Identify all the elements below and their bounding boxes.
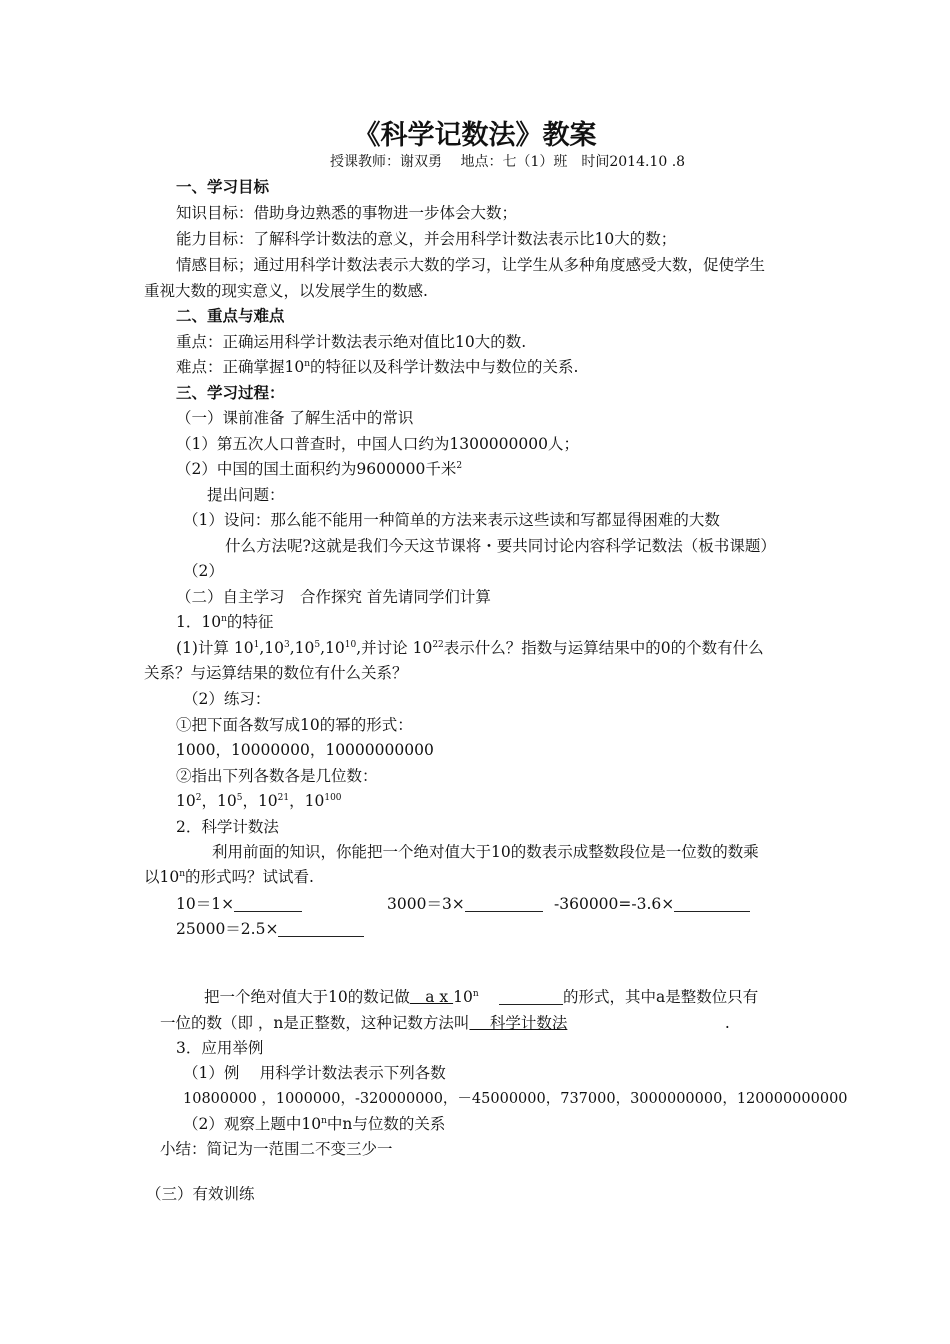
goal-ability: 能力目标：了解科学计数法的意义，并会用科学计数法表示比10大的数； bbox=[176, 230, 677, 248]
practice-heading: （2）练习： bbox=[183, 690, 271, 708]
question-one-cont: 什么方法呢?这就是我们今天这节课将・要共同讨论内容科学记数法（板书课题） bbox=[225, 537, 776, 555]
practice-two: ②指出下列各数各是几位数： bbox=[176, 767, 378, 785]
practice-one: ①把下面各数写成10的幂的形式： bbox=[176, 716, 413, 734]
difficult-point: 难点：正确掌握10$^n$的特征以及科学计数法中与数位的关系. bbox=[176, 358, 579, 376]
section-sci-notation: 2．科学计数法 bbox=[176, 818, 279, 836]
lesson-meta: 授课教师：谢双勇 地点：七（1）班 时间2014.10 .8 bbox=[330, 154, 686, 170]
question-two: （2） bbox=[183, 562, 224, 580]
calc-question-cont: 关系？与运算结果的数位有什么关系？ bbox=[144, 664, 408, 682]
section-power-of-ten: 1．10$^n$的特征 bbox=[176, 613, 274, 631]
practice-one-numbers: 1000，10000000，10000000000 bbox=[176, 741, 434, 759]
sci-notation-term: 科学计数法 bbox=[469, 1014, 568, 1032]
part-one-heading: （一）课前准备 了解生活中的常识 bbox=[176, 409, 414, 427]
use-knowledge-line2: 以10$^n$的形式吗？试试看. bbox=[144, 868, 314, 886]
document-title: 《科学记数法》教案 bbox=[353, 120, 597, 151]
part-three-heading: （三）有效训练 bbox=[146, 1185, 255, 1203]
exercise-2: 3000＝3× bbox=[387, 894, 543, 914]
answer-blank[interactable] bbox=[674, 894, 750, 912]
definition-line1: 把一个绝对值大于10的数记做 a x 10$^n$ 的形式，其中a是整数位只有 bbox=[204, 988, 759, 1006]
heading-learning-goals: 一、学习目标 bbox=[176, 177, 270, 196]
example-numbers: 10800000 ，1000000，-320000000，－45000000，737000，3000000000，120000000000 bbox=[183, 1091, 848, 1107]
ask-question-label: 提出问题： bbox=[207, 486, 285, 504]
definition-line2: 一位的数（即 ，n是正整数，这种记数方法叫 科学计数法 . bbox=[160, 1014, 730, 1032]
heading-process: 三、学习过程： bbox=[176, 383, 285, 402]
goal-emotion-line1: 情感目标；通过用科学计数法表示大数的学习，让学生从多种角度感受大数，促使学生 bbox=[176, 256, 766, 274]
observe-question: （2）观察上题中10$^n$中n与位数的关系 bbox=[183, 1115, 446, 1133]
heading-key-points: 二、重点与难点 bbox=[176, 306, 285, 325]
exercise-4: 25000＝2.5× bbox=[176, 919, 364, 939]
practice-two-numbers: $10^2$，$10^5$，$10^{21}$，$10^{100}$ bbox=[176, 792, 342, 810]
answer-blank[interactable] bbox=[278, 919, 364, 937]
part-two-heading: （二）自主学习 合作探究 首先请同学们计算 bbox=[176, 588, 491, 606]
goal-knowledge: 知识目标：借助身边熟悉的事物进一步体会大数； bbox=[176, 204, 518, 222]
exercise-1: 10＝1× bbox=[176, 894, 302, 914]
use-knowledge-line1: 利用前面的知识，你能把一个绝对值大于10的数表示成整数段位是一位数的数乘 bbox=[212, 843, 759, 861]
example-heading: （1）例 用科学计数法表示下列各数 bbox=[183, 1064, 446, 1082]
fact-population: （1）第五次人口普查时，中国人口约为1300000000人； bbox=[176, 435, 579, 453]
calc-question: (1)计算 $10^1,10^3,10^5,10^{10}$,并讨论 $10^{22}$表示什么？指数与运算结果中的0的个数有什么 bbox=[176, 639, 764, 657]
goal-emotion-line2: 重视大数的现实意义，以发展学生的数感. bbox=[144, 282, 428, 300]
fact-area: （2）中国的国土面积约为9600000千米$^2$ bbox=[176, 460, 463, 478]
question-one: （1）设问：那么能不能用一种简单的方法来表示这些读和写都显得困难的大数 bbox=[183, 511, 720, 529]
section-applications: 3．应用举例 bbox=[176, 1039, 264, 1057]
answer-blank[interactable] bbox=[499, 987, 563, 1005]
answer-blank[interactable] bbox=[234, 894, 302, 912]
key-point: 重点：正确运用科学计数法表示绝对值比10大的数. bbox=[176, 333, 527, 351]
answer-blank[interactable] bbox=[465, 894, 543, 912]
summary: 小结：简记为一范围二不变三少一 bbox=[160, 1140, 393, 1158]
exercise-3: -360000=-3.6× bbox=[554, 894, 750, 914]
